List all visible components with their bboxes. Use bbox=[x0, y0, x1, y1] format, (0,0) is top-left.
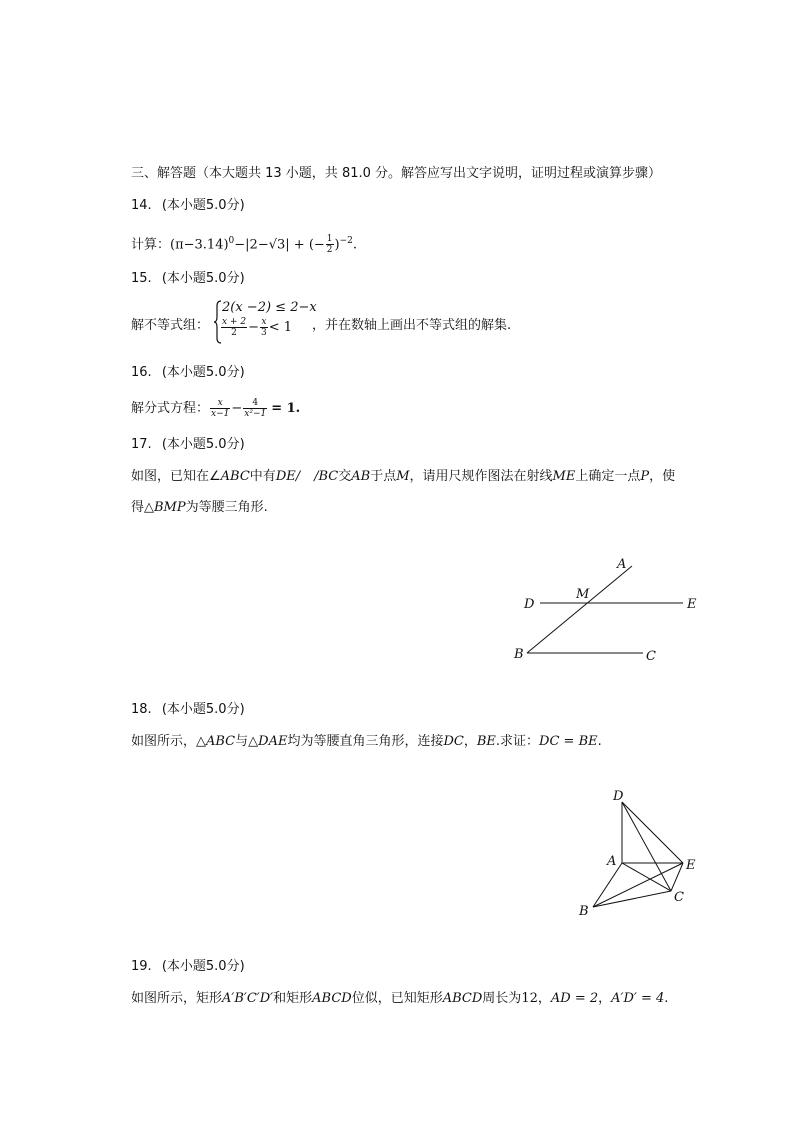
seg-be bbox=[593, 863, 683, 907]
q14-body bbox=[131, 232, 357, 255]
q17-figure bbox=[505, 550, 715, 665]
q15-score: (本小题5.0分) bbox=[161, 271, 245, 286]
q17-score: (本小题5.0分) bbox=[161, 437, 245, 452]
q18-header bbox=[131, 701, 245, 719]
q17-line1: 如图，已知在∠ABC中有DE/ /BC交AB于点M，请用尺规作图法在射线ME上确定一点P，使 bbox=[131, 469, 676, 484]
q16-tail: = 1. bbox=[271, 401, 301, 416]
q15-row2 bbox=[220, 317, 292, 338]
q14-expr-a: (π−3.14) bbox=[170, 237, 229, 253]
seg-ce bbox=[671, 863, 683, 891]
label-b: B bbox=[579, 904, 589, 919]
q14-frac-num: 1 bbox=[326, 234, 333, 245]
q14-exp0: 0 bbox=[228, 236, 235, 246]
q17-number: 17. bbox=[131, 437, 152, 452]
q14-header bbox=[131, 197, 245, 215]
q19-number: 19. bbox=[131, 959, 152, 974]
q15-prefix: 解不等式组： bbox=[131, 318, 210, 333]
q15-frac2: $\frac{x}{3}$ bbox=[260, 317, 267, 338]
seg-dc bbox=[622, 802, 671, 891]
seg-bc bbox=[593, 891, 671, 907]
label-e: E bbox=[686, 858, 696, 873]
line-ab bbox=[527, 566, 632, 653]
q16-frac2: $\frac{4}{\text{x²−1}}$ bbox=[244, 398, 267, 419]
label-e: E bbox=[687, 597, 697, 612]
q14-fraction bbox=[326, 234, 334, 255]
label-d: D bbox=[524, 597, 535, 612]
q15-r2-minus: − bbox=[248, 320, 259, 335]
q17-header bbox=[131, 436, 245, 454]
section-header: 三、解答题（本大题共 13 小题，共 81.0 分。解答应写出文字说明，证明过程或演算步骤） bbox=[131, 166, 662, 181]
q15-row1: 2(x −2) ≤ 2−x bbox=[222, 300, 317, 315]
q16-body bbox=[131, 396, 300, 422]
q15-frac1: $\frac{x + 2}{2}$ bbox=[222, 317, 247, 338]
q19-score: (本小题5.0分) bbox=[161, 959, 245, 974]
q17-line2: 得△BMP为等腰三角形. bbox=[131, 500, 268, 515]
q15-header bbox=[131, 270, 245, 288]
label-d: D bbox=[613, 789, 624, 804]
seg-de bbox=[622, 802, 683, 863]
q14-number: 14. bbox=[131, 198, 152, 213]
q18-figure bbox=[570, 785, 705, 920]
q14-frac-den: 2 bbox=[326, 245, 333, 256]
q16-minus: − bbox=[231, 401, 243, 416]
q19-body: 如图所示，矩形A′B′C′D′和矩形ABCD位似，已知矩形ABCD周长为12，AD = 2，A′D′ = 4. bbox=[131, 991, 669, 1006]
label-a: A bbox=[607, 854, 617, 869]
q16-header bbox=[131, 364, 245, 382]
q15-number: 15. bbox=[131, 271, 152, 286]
q14-score: (本小题5.0分) bbox=[161, 198, 245, 213]
label-m: M bbox=[576, 587, 590, 602]
q16-frac1: $\frac{x}{x-1}$ bbox=[211, 398, 230, 419]
q15-suffix: ，并在数轴上画出不等式组的解集. bbox=[312, 318, 512, 333]
q14-expr-b: −|2− bbox=[234, 237, 269, 253]
q15-r2-tail: < 1 bbox=[268, 320, 293, 335]
q14-expr-d: ) bbox=[334, 237, 340, 253]
q16-number: 16. bbox=[131, 365, 152, 380]
label-c: C bbox=[646, 649, 656, 664]
q18-score: (本小题5.0分) bbox=[161, 702, 245, 717]
q14-sqrt: √3 bbox=[268, 237, 286, 253]
q14-prefix: 计算： bbox=[131, 237, 171, 253]
q18-body: 如图所示，△ABC与△DAE均为等腰直角三角形，连接DC，BE.求证：DC = BE. bbox=[131, 734, 602, 749]
q14-exp2: −2 bbox=[339, 236, 353, 246]
label-b: B bbox=[514, 647, 524, 662]
q16-score: (本小题5.0分) bbox=[161, 365, 245, 380]
label-c: C bbox=[674, 890, 684, 905]
q14-expr-c: | + (− bbox=[285, 237, 325, 253]
q18-number: 18. bbox=[131, 702, 152, 717]
q19-header bbox=[131, 958, 245, 976]
q14-end: . bbox=[352, 237, 358, 253]
label-a: A bbox=[617, 557, 627, 572]
q16-prefix: 解分式方程： bbox=[131, 401, 210, 416]
